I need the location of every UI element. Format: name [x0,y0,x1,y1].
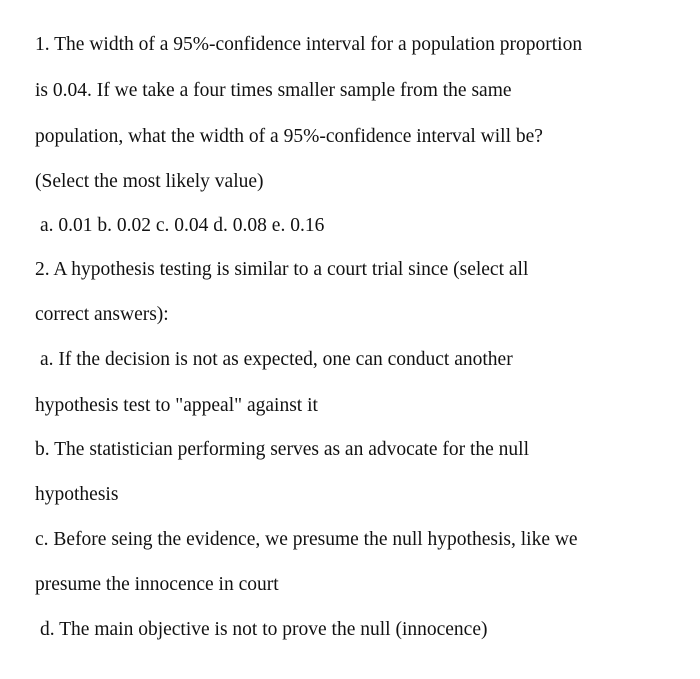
question-1-line-2: is 0.04. If we take a four times smaller sample from the same [35,80,512,101]
question-2-line-2: correct answers): [35,304,169,325]
question-1-line-1: 1. The width of a 95%-confidence interval for a population proportion [35,34,583,55]
question-1-options: a. 0.01 b. 0.02 c. 0.04 d. 0.08 e. 0.16 [40,215,325,236]
option-b-line-2: hypothesis [35,484,119,505]
option-a-line-2: hypothesis test to "appeal" against it [35,395,318,416]
option-c-line-1: c. Before seing the evidence, we presume the null hypothesis, like we [35,529,578,550]
option-c-line-2: presume the innocence in court [35,574,279,595]
question-1-line-4: (Select the most likely value) [35,171,264,192]
option-d-line-1: d. The main objective is not to prove the null (innocence) [40,619,488,640]
option-a-line-1: a. If the decision is not as expected, one can conduct another [40,349,513,370]
question-1-line-3: population, what the width of a 95%-confidence interval will be? [35,126,543,147]
option-b-line-1: b. The statistician performing serves as an advocate for the null [35,439,530,460]
question-2-line-1: 2. A hypothesis testing is similar to a court trial since (select all [35,259,529,280]
